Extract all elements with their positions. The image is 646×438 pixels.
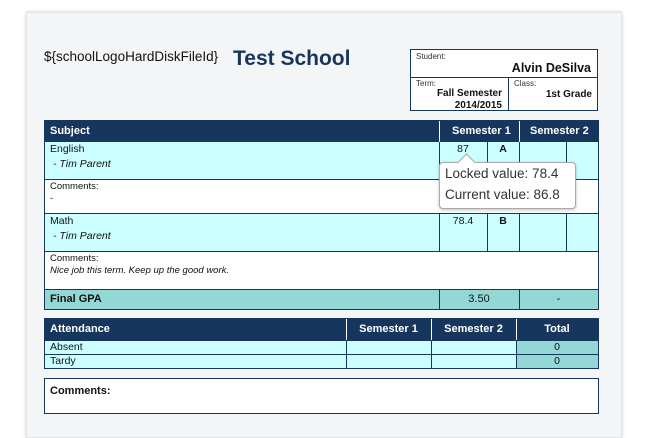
col-divider — [431, 355, 432, 368]
col-divider — [346, 341, 347, 354]
attendance-total: 0 — [554, 341, 560, 353]
sem1-letter: B — [499, 215, 507, 227]
semester1-header: Semester 1 — [452, 125, 511, 137]
grade-value-tooltip — [439, 162, 576, 209]
attendance-label: Tardy — [50, 355, 76, 367]
term-label: Term: — [416, 79, 436, 88]
attendance-table — [44, 318, 599, 369]
teacher-name: - Tim Parent — [53, 158, 111, 170]
grades-header-row — [45, 121, 598, 142]
sem1-score[interactable]: 87 — [457, 143, 469, 155]
header-divider — [346, 319, 347, 340]
school-name: Test School — [233, 47, 351, 70]
term-value — [437, 88, 502, 112]
subject-name: English — [50, 143, 85, 155]
semester2-header: Semester 2 — [530, 125, 589, 137]
header-divider — [519, 121, 520, 142]
comments-text: - — [50, 193, 54, 204]
attendance-row-tardy — [45, 354, 598, 368]
subject-header: Subject — [50, 125, 90, 137]
attendance-label: Absent — [50, 341, 83, 353]
header-divider — [516, 319, 517, 340]
class-value: 1st Grade — [545, 89, 592, 100]
final-gpa-row — [45, 290, 598, 309]
student-info-box — [410, 49, 598, 111]
attendance-header: Attendance — [50, 323, 110, 335]
col-divider — [566, 214, 567, 251]
attendance-sem1-header: Semester 1 — [359, 323, 418, 335]
attendance-total: 0 — [554, 355, 560, 367]
term-cell — [411, 77, 509, 110]
term-year: 2014/2015 — [454, 100, 502, 111]
tooltip-current-value: Current value: 86.8 — [445, 187, 560, 202]
general-comments-label: Comments: — [50, 385, 111, 397]
col-divider — [516, 355, 517, 368]
comments-row-math — [45, 252, 598, 285]
student-label: Student: — [416, 52, 446, 61]
attendance-row-absent — [45, 340, 598, 354]
subject-row-math — [45, 214, 598, 252]
sem1-score[interactable]: 78.4 — [452, 215, 474, 227]
col-divider — [346, 355, 347, 368]
grades-table — [44, 120, 599, 310]
final-gpa-sem2: - — [556, 293, 561, 305]
term-semester: Fall Semester — [436, 88, 502, 99]
class-cell — [509, 77, 597, 110]
report-card-page — [26, 12, 622, 438]
final-gpa-label: Final GPA — [50, 293, 102, 305]
general-comments-box[interactable] — [44, 378, 599, 414]
col-divider — [516, 341, 517, 354]
header-divider — [439, 121, 440, 142]
subject-name: Math — [50, 215, 74, 227]
teacher-name: - Tim Parent — [53, 230, 111, 242]
comments-label: Comments: — [50, 181, 99, 192]
school-logo-placeholder: ${schoolLogoHardDiskFileId} — [44, 49, 219, 64]
student-cell — [411, 50, 597, 78]
attendance-sem2-header: Semester 2 — [444, 323, 503, 335]
comments-label: Comments: — [50, 253, 99, 264]
student-name: Alvin DeSilva — [511, 61, 591, 75]
sem1-letter: A — [499, 143, 507, 155]
final-gpa-sem1: 3.50 — [468, 293, 490, 305]
class-label: Class: — [514, 79, 537, 88]
col-divider — [431, 341, 432, 354]
tooltip-locked-value: Locked value: 78.4 — [445, 166, 559, 181]
header-divider — [431, 319, 432, 340]
attendance-total-header: Total — [544, 323, 570, 335]
comments-text: Nice job this term. Keep up the good work. — [50, 265, 230, 276]
attendance-header-row — [45, 319, 598, 340]
col-divider — [519, 214, 520, 251]
